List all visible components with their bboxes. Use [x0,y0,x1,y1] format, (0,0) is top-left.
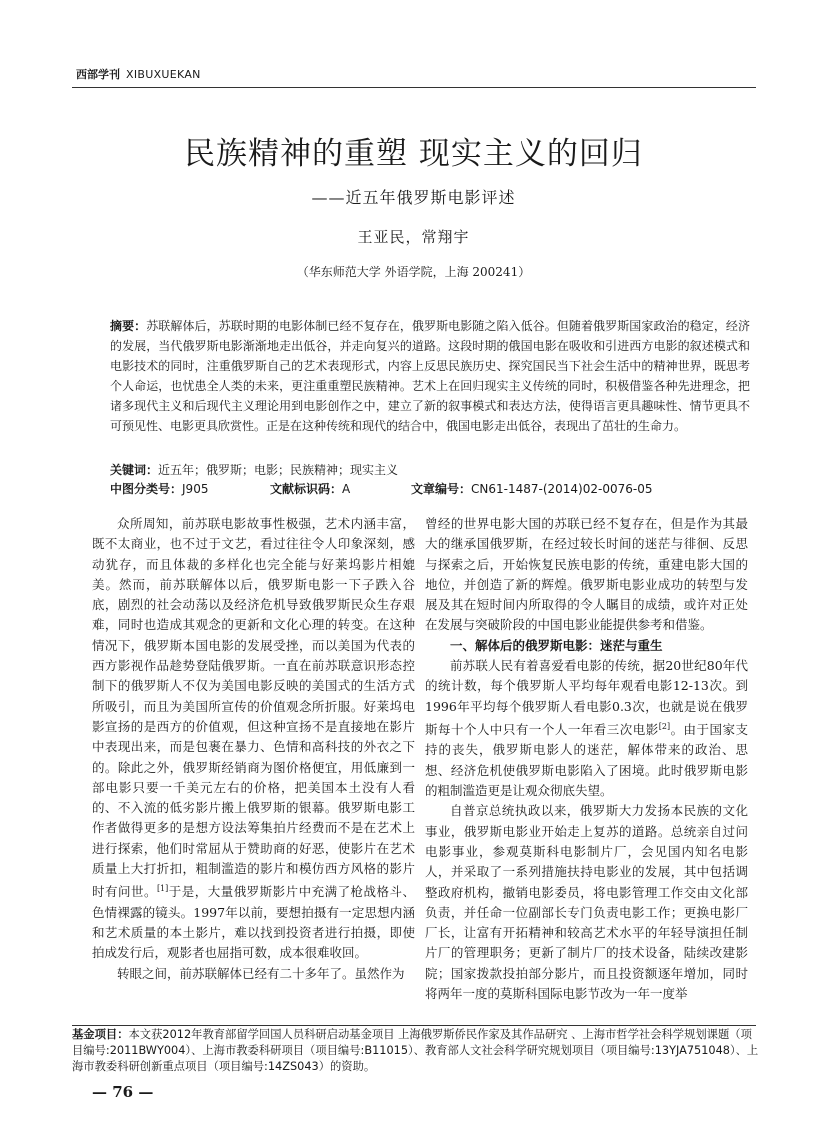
keywords-text: 近五年；俄罗斯；电影；民族精神；现实主义 [158,463,399,477]
funding-footnote [72,1027,762,1075]
clc-value: J905 [182,482,209,496]
authors: 王亚民，常翔宇 [357,228,470,246]
citation-ref: [2] [658,721,671,731]
citation-ref: [1] [156,884,169,894]
footnote-text: 本文获2012年教育部留学回国人员科研启动基金项目 上海俄罗斯侨民作家及其作品研究 、上海市哲学社会科学规划课题（项目编号:2011BWY004）、上海市教委科研项目（项目编号:B11015）、教育部人文社会科学研究规划项目（项目编号:13YJA751048）、上海市教委科研创新重点项目（项目编号:14ZS043）的资助。 [72,1028,759,1073]
section-heading: 一、解体后的俄罗斯电影：迷茫与重生 [450,637,663,653]
paragraph-text: 前苏联人民有着喜爱看电影的传统，据20世纪80年代的统计数，每个俄罗斯人平均每年观看电影12-13次。到1996年平均每个俄罗斯人看电影0.3次，也就是说在俄罗斯每十个人中只有一个人一年看三次电影 [425,658,748,738]
keywords [110,461,750,478]
paragraph: 曾经的世界电影大国的苏联已经不复存在，但是作为其最大的继承国俄罗斯，在经过较长时间的迷茫与徘徊、反思与探索之后，开始恢复民族电影的传统，重建电影大国的地位，并创造了新的辉煌。俄罗斯电影业成功的转型与发展及其在短时间内所取得的令人瞩目的成绩，或许对正处在发展与突破阶段的中国电影业能提供参考和借鉴。 [425,516,748,633]
article-subtitle: ——近五年俄罗斯电影评述 [311,188,516,207]
doc-value: A [342,482,351,496]
doc-label: 文献标识码： [270,482,343,496]
doc-code [270,480,350,497]
footnote-label: 基金项目： [72,1028,129,1041]
paragraph: 自普京总统执政以来，俄罗斯大力发扬本民族的文化事业，俄罗斯电影业开始走上复苏的道路。总统亲自过问电影事业，参观莫斯科电影制片厂，会见国内知名电影人，并采取了一系列措施扶持电影业的发展，其中包括调整政府机构，撤销电影委员，将电影管理工作交由文化部负责，并任命一位副部长专门负责电影工作；更换电影厂厂长，让富有开拓精神和较高艺术水平的年轻导演担任制片厂的管理职务；更新了制片厂的技术设备，陆续改建影院；国家拨款投拍部分影片，而且投资额逐年增加，同时将两年一度的莫斯科国际电影节改为一年一度举 [425,803,748,1001]
article-code [411,480,652,497]
body-column-left [92,514,415,984]
footnote-rule [72,1025,756,1026]
clc-label: 中图分类号： [110,482,183,496]
article-value: CN61-1487-(2014)02-0076-05 [471,482,653,496]
clc-code [110,480,208,497]
header-rule [72,87,756,88]
paragraph-text: 。由于国家支持的丧失，俄罗斯电影人的迷茫，解体带来的政治、思想、经济危机使俄罗斯电影陷入了困境。此时俄罗斯电影的粗制滥造更是让观众彻底失望。 [425,722,748,799]
abstract-text: 苏联解体后，苏联时期的电影体制已经不复存在，俄罗斯电影随之陷入低谷。但随着俄罗斯国家政治的稳定，经济的发展，当代俄罗斯电影渐渐地走出低谷，并走向复兴的道路。这段时期的俄国电影在吸收和引进西方电影的叙述模式和电影技术的同时，注重俄罗斯自己的艺术表现形式，内容上反思民族历史、探究国民当下社会生活中的精神世界，既思考个人命运，也忧患全人类的未来，更注重重塑民族精神。艺术上在回归现实主义传统的同时，积极借鉴各种先进理念，把诸多现代主义和后现代主义理论用到电影创作之中，建立了新的叙事模式和表达方法，使得语言更具趣味性、情节更具不可预见性、电影更具欣赏性。正是在这种传统和现代的结合中，俄国电影走出低谷，表现出了茁壮的生命力。 [110,319,750,433]
article-title: 民族精神的重塑 现实主义的回归 [184,136,643,172]
affiliation: （华东师范大学 外语学院，上海 200241） [296,265,531,279]
journal-name-en: XIBUXUEKAN [126,68,201,81]
paragraph-text: 于是，大量俄罗斯影片中充满了枪战格斗、色情裸露的镜头。1997年以前，要想拍摄有一定思想内涵和艺术质量的本土影片，难以找到投资者进行拍摄，即使拍成发行后，观影者也屈指可数，成本很难收回。 [92,884,415,961]
paragraph [92,514,415,964]
journal-name-cn: 西部学刊 [76,68,120,81]
paragraph-text: 众所周知，前苏联电影故事性极强，艺术内涵丰富，既不太商业，也不过于文艺，看过往往令人印象深刻，感动犹存，而且体裁的多样化也完全能与好莱坞影片相媲美。然而，前苏联解体以后，俄罗斯电影一下子跌入谷底，剧烈的社会动荡以及经济危机导致俄罗斯民众生存艰难，同时也造成其观念的更新和文化心理的转变。在这种情况下，俄罗斯本国电影的发展受挫，而以美国为代表的西方影视作品趁势登陆俄罗斯。一直在前苏联意识形态控制下的俄罗斯人不仅为美国电影反映的美国式的生活方式所吸引，而且为美国所宣传的价值观念所折服。好莱坞电影宣扬的是西方的价值观，但这种宣扬不是直接地在影片中表现出来，而是包裹在暴力、色情和高科技的外衣之下的。除此之外，俄罗斯经销商为图价格便宜，用低廉到一部电影只要一千美元左右的价格，把美国本土没有人看的、不入流的低劣影片搬上俄罗斯的银幕。俄罗斯电影工作者做得更多的是想方设法筹集拍片经费而不是在艺术上进行探索，他们时常屈从于赞助商的好恶，使影片在艺术质量上大打折扣，粗制滥造的影片和模仿西方风格的影片时有问世。 [92,516,415,900]
keywords-label: 关键词： [110,463,159,477]
journal-header [76,66,201,82]
body-column-right [425,514,748,1004]
paragraph [425,656,748,801]
article-label: 文章编号： [411,482,472,496]
page-number: — 76 — [92,1083,154,1101]
abstract-label: 摘要： [110,319,147,333]
abstract [110,316,750,436]
paragraph: 转眼之间，前苏联解体已经有二十多年了。虽然作为 [117,965,405,981]
